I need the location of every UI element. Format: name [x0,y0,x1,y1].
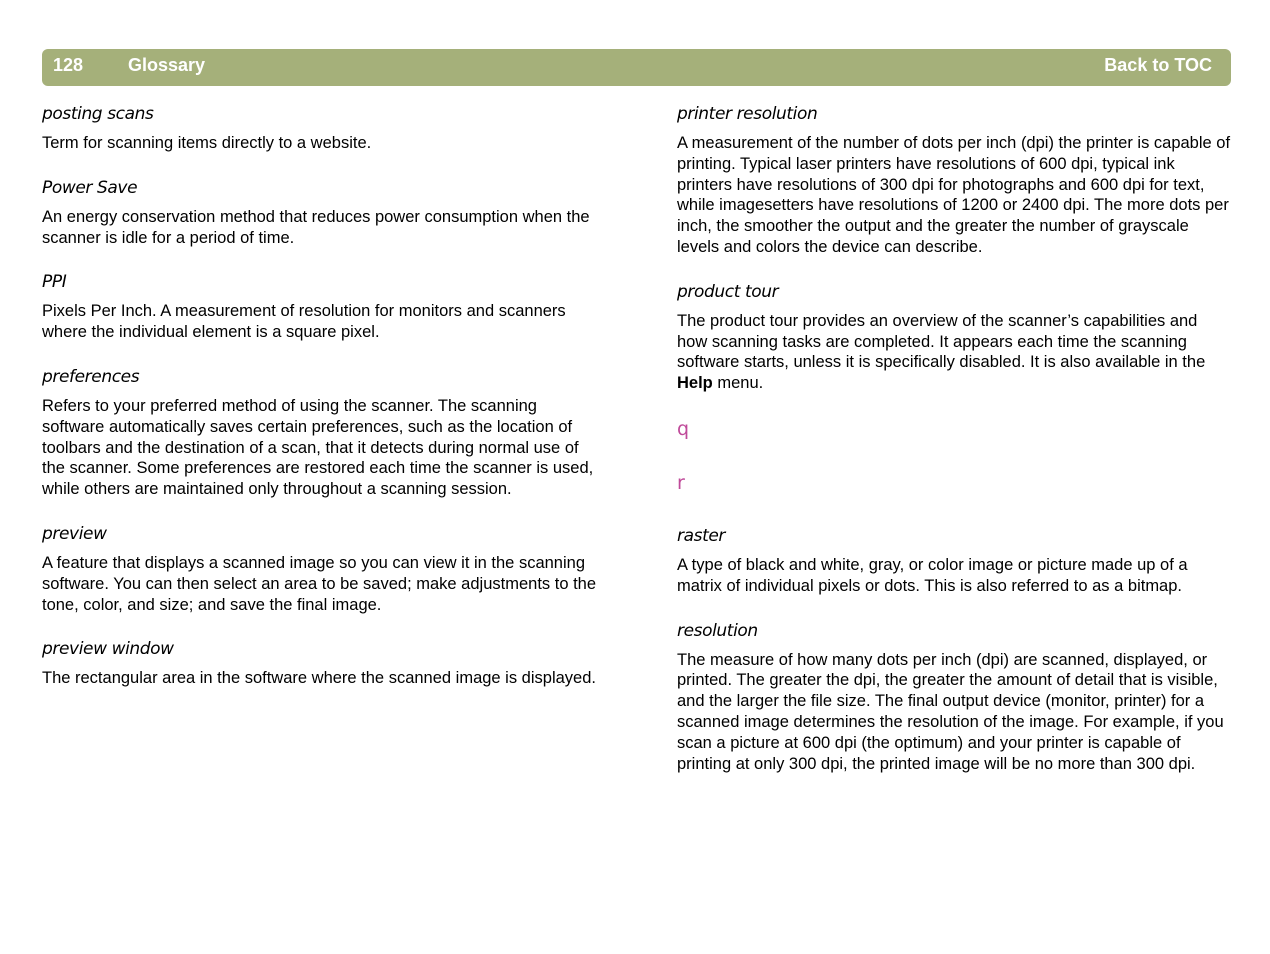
glossary-term: posting scans [42,104,154,124]
glossary-definition: An energy conservation method that reduces power consumption when the scanner is idle for a period of time. [42,207,590,247]
glossary-right-column [677,103,1232,797]
glossary-definition: The rectangular area in the software where the scanned image is displayed. [42,669,596,688]
glossary-entry-preview-window [42,638,602,689]
page-number: 128 [53,55,84,75]
glossary-term: preferences [42,366,140,387]
header-bar [42,49,1231,86]
glossary-definition: A type of black and white, gray, or color image or picture made up of a matrix of individual pixels or dots. This is also referred to as a bitmap. [677,555,1188,595]
definition-text: menu. [712,374,764,393]
glossary-definition [677,311,1232,394]
glossary-term: preview window [42,639,174,660]
glossary-entry-power-save [42,177,602,249]
glossary-entry-product-tour [677,281,1232,394]
glossary-definition: Term for scanning items directly to a website. [42,134,372,152]
glossary-definition: Refers to your preferred method of using the scanner. The scanning software automatically saves certain preferences, such as the location of toolbars and the destination of a scan, that it detects during normal use of the scanner. Some preferences are restored each time the scanner is used, while others are maintained only throughout a scanning session. [42,396,594,499]
section-title: Glossary [128,55,206,75]
glossary-entry-resolution [677,620,1232,775]
glossary-term: product tour [677,281,779,302]
definition-text: The product tour provides an overview of the scanner’s capabilities and how scanning tasks are completed. It appears each time the scanning software starts, unless it is specifically disabled. It is also available in the [677,311,1206,372]
glossary-entry-preferences [42,366,602,500]
glossary-term: PPI [42,272,67,293]
glossary-entry-ppi [42,271,602,343]
glossary-definition: The measure of how many dots per inch (dpi) are scanned, displayed, or printed. The greater the dpi, the greater the amount of detail that is visible, and the larger the file size. The final output device (monitor, printer) for a scanned image determines the resolution of the image. For example, if you scan a picture at 600 dpi (the optimum) and your printer is capable of printing at only 300 dpi, the printed image will be no more than 300 dpi. [677,650,1224,773]
glossary-term: Power Save [42,177,138,198]
glossary-definition: Pixels Per Inch. A measurement of resolution for monitors and scanners where the individual element is a square pixel. [42,302,566,342]
glossary-definition: A measurement of the number of dots per inch (dpi) the printer is capable of printing. Typical laser printers have resolutions of 600 dpi, typical ink printers have resolutions of 300 dpi for photographs and 600 dpi for text, while imagesetters have resolutions of 1200 or 2400 dpi. The more dots per inch, the smoother the output and the greater the number of grayscale levels and colors the device can describe. [677,134,1231,256]
glossary-definition: A feature that displays a scanned image so you can view it in the scanning software. You can then select an area to be saved; make adjustments to the tone, color, and size; and save the final image. [42,553,597,614]
glossary-term: resolution [677,620,758,641]
glossary-entry-preview [42,523,602,615]
glossary-left-column [42,103,602,712]
glossary-term: raster [677,525,725,546]
glossary-term: printer resolution [677,104,818,124]
letter-heading-q: q [677,417,690,440]
glossary-entry-posting-scans [42,103,602,154]
glossary-term: preview [42,523,107,544]
back-to-toc-link[interactable]: Back to TOC [1104,55,1212,75]
letter-heading-r: r [677,471,685,494]
glossary-entry-printer-resolution [677,103,1232,258]
glossary-entry-raster [677,525,1232,597]
help-menu-reference: Help [677,374,713,393]
